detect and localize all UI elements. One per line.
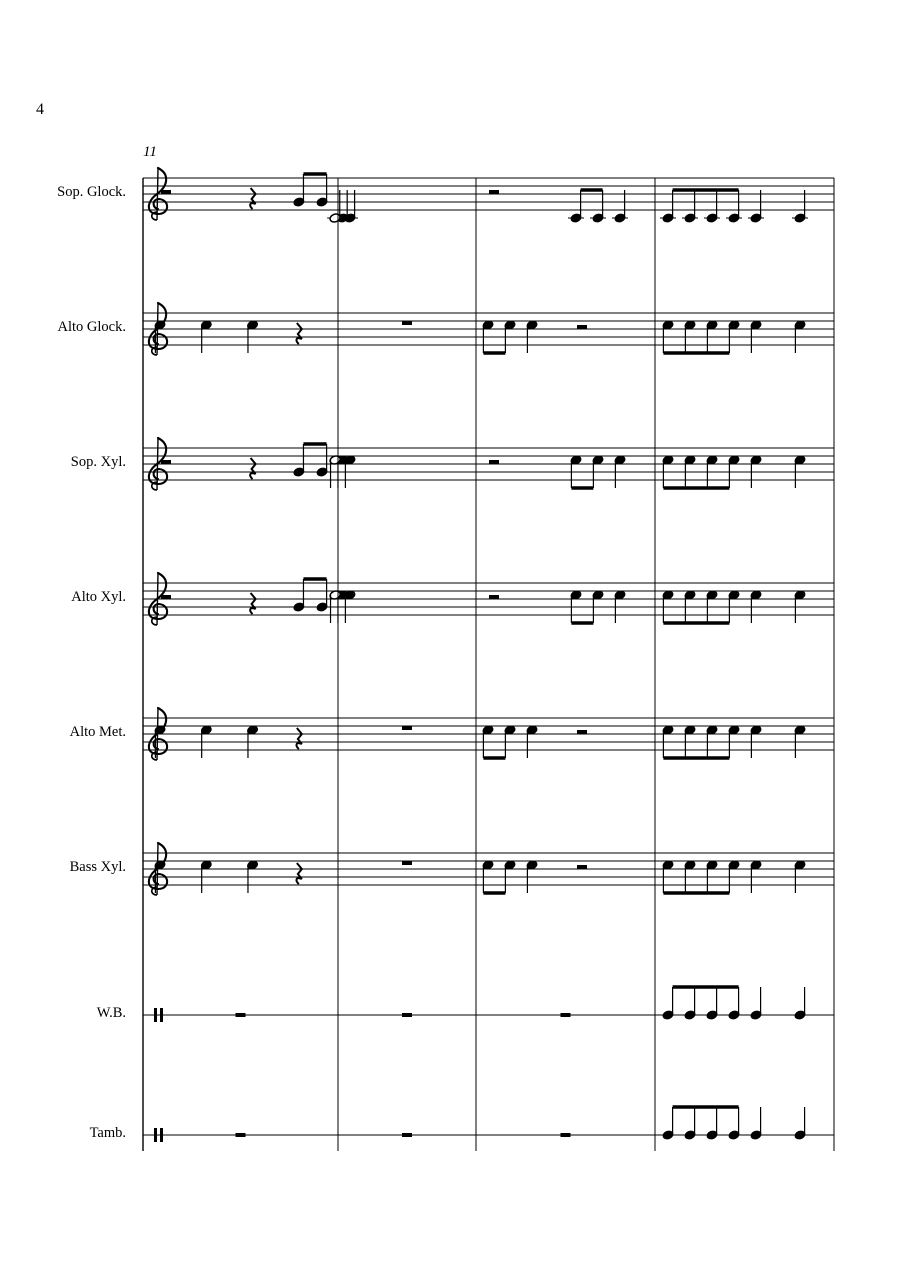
- quarter-rest: [250, 188, 255, 209]
- percussion-clef-icon: [154, 1128, 157, 1142]
- staff-5: [143, 708, 834, 760]
- quarter-rest: [296, 323, 301, 344]
- instrument-label: Alto Xyl.: [71, 589, 126, 605]
- percussion-clef-icon: [160, 1008, 163, 1022]
- staff-7: [143, 987, 834, 1022]
- staff-6: [143, 843, 834, 895]
- instrument-label: Sop. Xyl.: [70, 454, 126, 470]
- staff-8: [143, 1107, 834, 1142]
- whole-rest: [236, 1013, 246, 1017]
- whole-rest: [236, 1133, 246, 1137]
- whole-rest: [561, 1133, 571, 1137]
- quarter-rest: [250, 593, 255, 614]
- half-rest: [489, 190, 499, 194]
- percussion-clef-icon: [154, 1008, 157, 1022]
- half-rest: [489, 595, 499, 599]
- quarter-rest: [296, 728, 301, 749]
- quarter-rest: [250, 458, 255, 479]
- quarter-rest: [296, 863, 301, 884]
- treble-clef-stem: [157, 573, 158, 625]
- instrument-label: Tamb.: [89, 1125, 126, 1141]
- measure-number: 11: [143, 144, 157, 160]
- percussion-clef-icon: [160, 1128, 163, 1142]
- half-rest: [161, 190, 171, 194]
- page-number: 4: [36, 101, 44, 118]
- half-rest: [577, 730, 587, 734]
- instrument-label: Alto Glock.: [57, 319, 126, 335]
- whole-rest: [561, 1013, 571, 1017]
- half-rest: [161, 460, 171, 464]
- whole-rest: [402, 726, 412, 730]
- instrument-label: Bass Xyl.: [69, 859, 126, 875]
- instrument-label: Sop. Glock.: [57, 184, 126, 200]
- half-rest: [577, 325, 587, 329]
- instrument-label: W.B.: [96, 1005, 126, 1021]
- staff-3: [143, 438, 834, 490]
- staff-4: [143, 573, 834, 625]
- half-rest: [577, 865, 587, 869]
- instrument-label: Alto Met.: [69, 724, 126, 740]
- staff-1: [143, 168, 834, 223]
- treble-clef-stem: [157, 438, 158, 490]
- staff-2: [143, 303, 834, 355]
- whole-rest: [402, 1013, 412, 1017]
- whole-rest: [402, 1133, 412, 1137]
- whole-rest: [402, 321, 412, 325]
- treble-clef-stem: [157, 168, 158, 220]
- whole-rest: [402, 861, 412, 865]
- half-rest: [489, 460, 499, 464]
- half-rest: [161, 595, 171, 599]
